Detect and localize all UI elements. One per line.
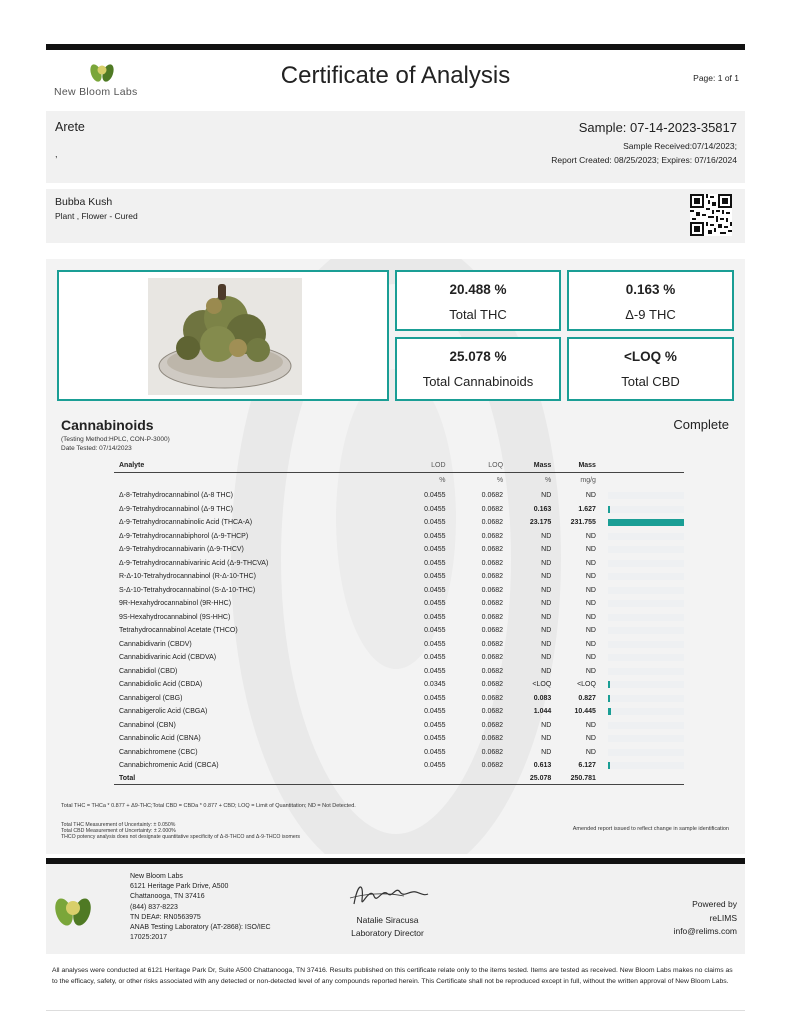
col-loq: LOQ <box>446 460 504 472</box>
col-mass-pct: Mass <box>503 460 551 472</box>
bar-cell <box>596 624 684 638</box>
mass-pct-value: ND <box>541 492 552 500</box>
col-analyte: Analyte <box>114 460 397 472</box>
loq-value: 0.0682 <box>481 708 504 716</box>
lod-value: 0.0455 <box>424 600 446 608</box>
loq-value: 0.0682 <box>481 559 504 567</box>
stat-value: <LOQ % <box>624 349 677 364</box>
analyte-name: Δ-9-Tetrahydrocannabinolic Acid (THCA-A) <box>119 519 253 527</box>
cannabinoid-table <box>114 460 684 785</box>
mass-pct-value: ND <box>541 532 552 540</box>
uncertainty-notes <box>61 822 300 840</box>
table-row <box>114 678 684 692</box>
product-name: Bubba Kush <box>55 196 113 208</box>
stat-label: Δ-9 THC <box>625 307 676 322</box>
level-bar <box>608 573 684 580</box>
stat-delta9-thc <box>567 270 734 331</box>
loq-value: 0.0682 <box>481 627 504 635</box>
powered-by <box>674 898 737 939</box>
analyte-name: Cannabidivarin (CBDV) <box>119 640 192 648</box>
lod-value: 0.0455 <box>424 735 446 743</box>
bar-cell <box>596 719 684 733</box>
bar-cell <box>596 746 684 760</box>
analyte-name: Cannabichromenic Acid (CBCA) <box>119 762 219 770</box>
stat-total-cbd <box>567 337 734 401</box>
analyte-name: Cannabidiolic Acid (CBDA) <box>119 681 203 689</box>
formula-note: Total THC = THCa * 0.877 + Δ9-THC;Total CBD = CBDa * 0.877 + CBD; LOQ = Limit of Quantitation; ND = Not Detected. <box>61 803 356 809</box>
table-row <box>114 651 684 665</box>
unit-loq: % <box>496 477 504 485</box>
table-header-row <box>114 460 684 472</box>
section-status: Complete <box>673 417 729 432</box>
mass-pct-value: ND <box>541 721 552 729</box>
powered-brand: reLIMS <box>709 912 737 923</box>
analyte-name: Δ-9-Tetrahydrocannabivarin (Δ-9-THCV) <box>119 546 244 554</box>
loq-value: 0.0682 <box>481 694 504 702</box>
mass-mg-value: ND <box>585 613 596 621</box>
stat-label: Total Cannabinoids <box>422 374 534 389</box>
client-name: Arete <box>55 120 85 134</box>
lod-value: 0.0455 <box>424 654 446 662</box>
analyte-name: Cannabigerol (CBG) <box>119 694 183 702</box>
loq-value: 0.0682 <box>481 532 504 540</box>
mass-pct-value: ND <box>541 613 552 621</box>
bar-cell <box>596 503 684 517</box>
table-row <box>114 759 684 773</box>
mass-mg-value: ND <box>585 573 596 581</box>
level-bar-fill <box>608 695 610 702</box>
analyte-name: 9S-Hexahydrocannabinol (9S-HHC) <box>119 613 231 621</box>
table-row <box>114 597 684 611</box>
analyte-name: 9R-Hexahydrocannabinol (9R-HHC) <box>119 600 232 608</box>
lod-value: 0.0455 <box>424 721 446 729</box>
mass-mg-value: ND <box>585 654 596 662</box>
lod-value: 0.0345 <box>424 681 446 689</box>
mass-pct-value: ND <box>541 748 552 756</box>
total-pct: 25.078 <box>503 773 551 785</box>
mass-pct-value: ND <box>541 627 552 635</box>
loq-value: 0.0682 <box>481 735 504 743</box>
stat-value: 25.078 % <box>449 349 507 364</box>
lod-value: 0.0455 <box>424 492 446 500</box>
lab-info <box>130 872 271 943</box>
mass-pct-value: 1.044 <box>533 708 552 716</box>
loq-value: 0.0682 <box>481 546 504 554</box>
qr-code-icon <box>690 194 732 236</box>
mass-mg-value: 0.827 <box>578 694 596 702</box>
bar-cell <box>596 705 684 719</box>
stat-label: Total CBD <box>621 374 680 389</box>
lab-info-line: ANAB Testing Laboratory (AT-2868): ISO/IEC <box>130 924 271 932</box>
loq-value: 0.0682 <box>481 667 504 675</box>
analyte-name: Tetrahydrocannabinol Acetate (THCO) <box>119 627 238 635</box>
analyte-name: S-Δ-10-Tetrahydrocannabinol (S-Δ-10-THC) <box>119 586 256 594</box>
mass-pct-value: ND <box>541 546 552 554</box>
stat-total-thc <box>395 270 561 331</box>
table-row <box>114 557 684 571</box>
analyte-name: Δ-9-Tetrahydrocannabiphorol (Δ-9-THCP) <box>119 532 249 540</box>
level-bar <box>608 587 684 594</box>
sample-photo-icon <box>148 278 302 395</box>
mass-mg-value: 6.127 <box>578 762 596 770</box>
lod-value: 0.0455 <box>424 640 446 648</box>
mass-pct-value: 23.175 <box>529 519 552 527</box>
total-lod <box>397 773 445 785</box>
level-bar-fill <box>608 519 684 526</box>
lab-info-line: (844) 837-8223 <box>130 903 178 911</box>
mass-mg-value: ND <box>585 735 596 743</box>
mass-mg-value: ND <box>585 721 596 729</box>
lod-value: 0.0455 <box>424 762 446 770</box>
lod-value: 0.0455 <box>424 573 446 581</box>
lab-info-line: TN DEA#: RN0563975 <box>130 913 201 921</box>
mass-mg-value: 231.755 <box>570 519 596 527</box>
table-row <box>114 665 684 679</box>
stat-total-cannabinoids <box>395 337 561 401</box>
unit-lod: % <box>439 477 446 485</box>
table-row <box>114 584 684 598</box>
table-row <box>114 516 684 530</box>
level-bar <box>608 708 684 715</box>
bar-cell <box>596 584 684 598</box>
total-mg: 250.781 <box>551 773 596 785</box>
sample-info-panel <box>46 111 745 183</box>
mass-mg-value: ND <box>585 492 596 500</box>
cbd-uncertainty: Total CBD Measurement of Uncertainty: ± 2.000% <box>61 828 176 834</box>
loq-value: 0.0682 <box>481 492 504 500</box>
level-bar <box>608 614 684 621</box>
level-bar <box>608 681 684 688</box>
loq-value: 0.0682 <box>481 505 504 513</box>
bloom-logo-icon <box>54 894 92 928</box>
bar-cell <box>596 530 684 544</box>
total-label: Total <box>114 773 397 785</box>
document-title: Certificate of Analysis <box>280 62 511 89</box>
testing-method: (Testing Method:HPLC, CON-P-3000) <box>61 436 170 443</box>
powered-label: Powered by <box>692 899 737 909</box>
lod-value: 0.0455 <box>424 559 446 567</box>
mass-pct-value: ND <box>541 735 552 743</box>
level-bar <box>608 560 684 567</box>
mass-pct-value: 0.613 <box>533 762 552 770</box>
loq-value: 0.0682 <box>481 640 504 648</box>
level-bar <box>608 722 684 729</box>
signer <box>325 914 450 940</box>
analyte-name: Cannabinol (CBN) <box>119 721 176 729</box>
loq-value: 0.0682 <box>481 600 504 608</box>
table-row <box>114 705 684 719</box>
lod-value: 0.0455 <box>424 613 446 621</box>
lod-value: 0.0455 <box>424 667 446 675</box>
powered-email: info@relims.com <box>673 926 737 936</box>
signer-name: Natalie Siracusa <box>356 915 419 925</box>
table-row <box>114 719 684 733</box>
product-type: Plant , Flower - Cured <box>55 211 138 221</box>
thc-uncertainty: Total THC Measurement of Uncertainty: ± 0.050% <box>61 822 176 828</box>
lab-info-line: 6121 Heritage Park Drive, A500 <box>130 883 229 891</box>
bar-cell <box>596 543 684 557</box>
logo-text: New Bloom Labs <box>54 86 138 98</box>
table-row <box>114 638 684 652</box>
bar-cell <box>596 638 684 652</box>
loq-value: 0.0682 <box>481 654 504 662</box>
table-row <box>114 732 684 746</box>
stat-value: 20.488 % <box>449 282 507 297</box>
table-row <box>114 503 684 517</box>
bar-cell <box>596 678 684 692</box>
loq-value: 0.0682 <box>481 681 504 689</box>
bar-cell <box>596 557 684 571</box>
footer <box>46 864 745 954</box>
thco-note: THCO potency analysis does not designate quantitative specificity of Δ-8-THCO and Δ-9-THCO isomers <box>61 834 301 840</box>
mass-mg-value: ND <box>585 640 596 648</box>
sample-received: Sample Received:07/14/2023; <box>623 141 737 151</box>
bar-cell <box>596 692 684 706</box>
mass-pct-value: ND <box>541 559 552 567</box>
lod-value: 0.0455 <box>424 586 446 594</box>
units-row <box>114 472 684 489</box>
level-bar <box>608 506 684 513</box>
analyte-name: Δ-8-Tetrahydrocannabinol (Δ-8 THC) <box>119 492 234 500</box>
level-bar <box>608 600 684 607</box>
table-row <box>114 624 684 638</box>
mass-pct-value: 0.083 <box>533 694 552 702</box>
mass-pct-value: ND <box>541 573 552 581</box>
table-row <box>114 692 684 706</box>
loq-value: 0.0682 <box>481 762 504 770</box>
amended-note: Amended report issued to reflect change in sample identification <box>572 826 729 832</box>
unit-bar <box>596 472 684 489</box>
total-loq <box>446 773 504 785</box>
lab-info-line: 17025:2017 <box>130 934 167 942</box>
mass-mg-value: ND <box>585 600 596 608</box>
mass-mg-value: <LOQ <box>577 681 596 689</box>
results-panel <box>46 259 745 854</box>
bar-cell <box>596 759 684 773</box>
table-row <box>114 489 684 503</box>
level-bar-fill <box>608 681 610 688</box>
bottom-rule <box>46 1010 745 1011</box>
total-bar <box>596 773 684 785</box>
level-bar-fill <box>608 506 610 513</box>
date-tested: Date Tested: 07/14/2023 <box>61 445 132 452</box>
signer-title: Laboratory Director <box>351 928 424 938</box>
page-number: Page: 1 of 1 <box>693 73 739 83</box>
loq-value: 0.0682 <box>481 721 504 729</box>
mass-pct-value: 0.163 <box>533 505 552 513</box>
mass-pct-value: ND <box>541 600 552 608</box>
mass-mg-value: ND <box>585 586 596 594</box>
report-dates: Report Created: 08/25/2023; Expires: 07/16/2024 <box>551 155 737 165</box>
col-mass-mg: Mass <box>551 460 596 472</box>
signature-icon <box>344 878 434 912</box>
mass-mg-value: ND <box>585 532 596 540</box>
lab-info-line: Chattanooga, TN 37416 <box>130 893 205 901</box>
analyte-name: Cannabichromene (CBC) <box>119 748 198 756</box>
level-bar <box>608 668 684 675</box>
bar-cell <box>596 611 684 625</box>
bar-cell <box>596 570 684 584</box>
mass-mg-value: ND <box>585 748 596 756</box>
stat-value: 0.163 % <box>625 282 676 297</box>
level-bar <box>608 533 684 540</box>
level-bar <box>608 641 684 648</box>
header <box>46 50 745 106</box>
lod-value: 0.0455 <box>424 627 446 635</box>
bar-cell <box>596 665 684 679</box>
lab-info-line: New Bloom Labs <box>130 873 183 880</box>
loq-value: 0.0682 <box>481 613 504 621</box>
analyte-name: R-Δ-10-Tetrahydrocannabinol (R-Δ-10-THC) <box>119 573 256 581</box>
table-row <box>114 530 684 544</box>
level-bar <box>608 762 684 769</box>
loq-value: 0.0682 <box>481 573 504 581</box>
mass-mg-value: 1.627 <box>578 505 596 513</box>
bar-cell <box>596 489 684 503</box>
level-bar <box>608 492 684 499</box>
analyte-name: Cannabidivarinic Acid (CBDVA) <box>119 654 217 662</box>
stat-label: Total THC <box>449 307 507 322</box>
level-bar <box>608 546 684 553</box>
loq-value: 0.0682 <box>481 519 504 527</box>
mass-mg-value: 10.445 <box>574 708 596 716</box>
analyte-name: Cannabinolic Acid (CBNA) <box>119 735 201 743</box>
level-bar-fill <box>608 762 610 769</box>
level-bar <box>608 735 684 742</box>
bar-cell <box>596 651 684 665</box>
mass-pct-value: ND <box>541 654 552 662</box>
disclaimer: All analyses were conducted at 6121 Heritage Park Dr, Suite A500 Chattanooga, TN 37416. Results published on this certificate relate only to the items tested. Items are tested as received. New Bloom Labs makes no claims as to the efficacy, safety, or other risks associated with any detected or non-detected level of any compounds reported herein. This Certificate shall not be reproduced except in full, without the written approval of New Bloom Labs. <box>52 967 733 985</box>
analyte-name: Δ-9-Tetrahydrocannabinol (Δ-9 THC) <box>119 505 234 513</box>
table-row <box>114 746 684 760</box>
mass-pct-value: ND <box>541 667 552 675</box>
analyte-name: Cannabidiol (CBD) <box>119 667 178 675</box>
lod-value: 0.0455 <box>424 519 446 527</box>
lod-value: 0.0455 <box>424 505 446 513</box>
bar-cell <box>596 732 684 746</box>
col-bar <box>596 460 684 472</box>
unit-analyte <box>114 472 397 489</box>
mass-mg-value: ND <box>585 546 596 554</box>
col-lod: LOD <box>397 460 445 472</box>
mass-pct-value: ND <box>541 640 552 648</box>
section-title: Cannabinoids <box>61 417 154 433</box>
sample-id: Sample: 07-14-2023-35817 <box>578 120 737 135</box>
client-address: , <box>55 149 58 159</box>
level-bar <box>608 654 684 661</box>
analyte-name: Cannabigerolic Acid (CBGA) <box>119 708 208 716</box>
level-bar-fill <box>608 708 611 715</box>
lod-value: 0.0455 <box>424 748 446 756</box>
level-bar <box>608 695 684 702</box>
bar-cell <box>596 516 684 530</box>
table-row <box>114 611 684 625</box>
sample-image-box <box>57 270 389 401</box>
table-row <box>114 570 684 584</box>
lod-value: 0.0455 <box>424 708 446 716</box>
total-row <box>114 773 684 785</box>
lod-value: 0.0455 <box>424 532 446 540</box>
lod-value: 0.0455 <box>424 546 446 554</box>
lod-value: 0.0455 <box>424 694 446 702</box>
analyte-name: Δ-9-Tetrahydrocannabivarinic Acid (Δ-9-THCVA) <box>119 559 269 567</box>
level-bar <box>608 749 684 756</box>
mass-pct-value: <LOQ <box>532 681 552 689</box>
bar-cell <box>596 597 684 611</box>
unit-mass-mg: mg/g <box>580 477 596 485</box>
mass-pct-value: ND <box>541 586 552 594</box>
loq-value: 0.0682 <box>481 748 504 756</box>
loq-value: 0.0682 <box>481 586 504 594</box>
level-bar <box>608 519 684 526</box>
mass-mg-value: ND <box>585 627 596 635</box>
mass-mg-value: ND <box>585 667 596 675</box>
level-bar <box>608 627 684 634</box>
mass-mg-value: ND <box>585 559 596 567</box>
unit-mass-pct: % <box>545 477 552 485</box>
product-panel <box>46 189 745 243</box>
table-row <box>114 543 684 557</box>
